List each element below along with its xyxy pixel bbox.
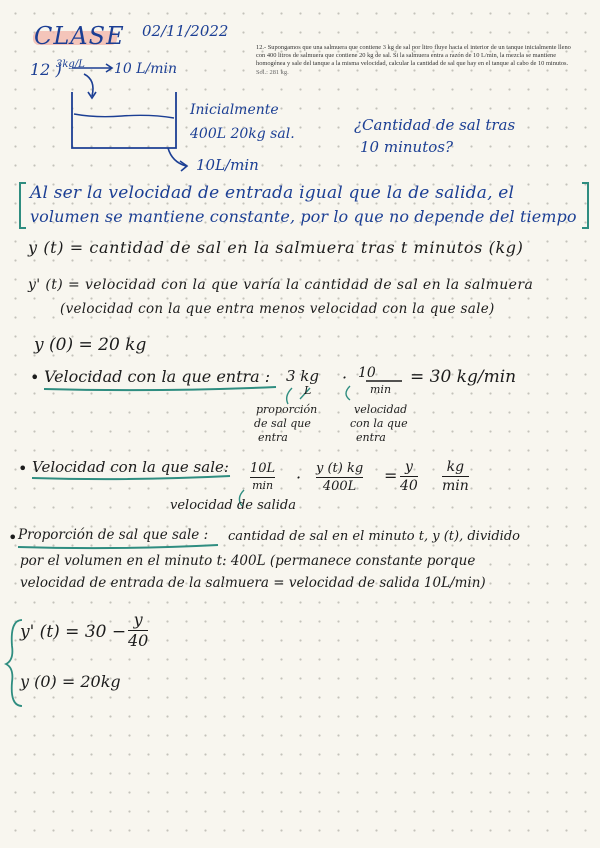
def-yprime-1: y' (t) = velocidad con la que varía la cantidad de sal en la salmuera — [28, 277, 534, 293]
def-y0: y (0) = 20 kg — [34, 335, 147, 355]
question-line1: ¿Cantidad de sal tras — [354, 116, 516, 134]
exit-forty: 40 — [400, 478, 418, 494]
entry-annot2-b: con la que — [350, 417, 408, 430]
page-date: 02/11/2022 — [142, 22, 229, 40]
exit-dot: · — [296, 468, 302, 487]
exit-vol: 400L — [322, 479, 357, 494]
exit-kg: kg — [446, 459, 465, 475]
diagram-outflow-rate: 10L/min — [196, 156, 259, 174]
entry-heading: Velocidad con la que entra : — [44, 367, 271, 386]
entry-dot: · — [342, 368, 348, 387]
note-bracket-right — [582, 183, 588, 228]
exit-annot: velocidad de salida — [170, 498, 296, 513]
system-eq1-den: 40 — [128, 631, 149, 650]
entry-result: = 30 kg/min — [410, 367, 517, 387]
entry-annot1-a: proporción — [256, 403, 318, 416]
diagram-initial-label: Inicialmente — [190, 102, 279, 118]
entry-annot1-b: de sal que — [254, 417, 311, 430]
exit-frac3 — [400, 460, 418, 493]
system-eq1-frac — [128, 612, 148, 649]
diagram-concentration: 3kg/L — [56, 59, 85, 70]
proportion-heading: Proporción de sal que sale : — [18, 527, 209, 543]
entry-annot2-a: velocidad — [354, 403, 408, 416]
exit-bullet: • — [18, 459, 28, 478]
proportion-line1-rest: cantidad de sal en el minuto t, y (t), dividido — [228, 529, 520, 544]
entry-ten: 10 — [358, 365, 376, 381]
entry-bullet: • — [30, 368, 40, 387]
page-title: CLASE — [34, 22, 125, 50]
exit-frac2 — [316, 462, 363, 493]
proportion-line2: por el volumen en el minuto t: 400L (permanece constante porque — [20, 553, 476, 569]
tank — [72, 92, 176, 148]
problem-number: 12.- — [256, 44, 267, 51]
diagram-inflow-rate: 10 L/min — [114, 61, 178, 77]
exit-min2: min — [442, 478, 469, 494]
problem-text: Supongamos que una salmuera que contiene 3 kg de sal por litro fluye hacia el interior de un tanque inicialmente lleno con 400 litros de salmuera que contiene 20 kg de sal. Si la salmuera entra a razón de 10 L/min, la mezcla se mantiene homogénea y sale del tanque a la misma velocidad, calcular la cantidad de sal que hay en el tanque al cabo de 10 minutos. — [256, 44, 571, 68]
note-line2: volumen se mantiene constante, por lo que no depende del tiempo — [30, 207, 577, 226]
problem-solution: Sol.: 281 kg. — [256, 68, 289, 76]
question-line2: 10 minutos? — [360, 138, 453, 156]
entry-annot2-c: entra — [356, 431, 386, 444]
def-y: y (t) = cantidad de sal en la salmuera tras t minutos (kg) — [28, 238, 524, 257]
exit-frac4 — [442, 460, 469, 493]
system-eq2: y (0) = 20kg — [20, 672, 121, 691]
tank-fill-level — [74, 114, 174, 118]
proportion-bullet: • — [8, 528, 18, 547]
entry-min: min — [370, 383, 392, 396]
exit-eq: = — [384, 466, 398, 485]
note-bracket-left — [20, 183, 26, 228]
system-eq1-num: y — [133, 610, 143, 629]
exit-frac1 — [250, 462, 275, 491]
proportion-underline — [18, 545, 218, 548]
proportion-line3: velocidad de entrada de la salmuera = velocidad de salida 10L/min) — [20, 575, 486, 591]
entry-underline — [44, 387, 276, 390]
exit-heading: Velocidad con la que sale: — [32, 458, 229, 476]
entry-l: L — [304, 384, 312, 397]
exit-min: min — [252, 479, 274, 492]
diagram-inflow-label: 12 ) — [30, 60, 62, 79]
note-line1: Al ser la velocidad de entrada igual que la de salida, el — [30, 183, 515, 203]
def-yprime-2: (velocidad con la que entra menos velocidad con la que sale) — [60, 301, 495, 317]
exit-y: y — [404, 459, 413, 475]
exit-yt-kg: y (t) kg — [316, 461, 364, 476]
entry-annot1-c: entra — [258, 431, 288, 444]
system-eq1-lhs: y' (t) = 30 − — [20, 622, 127, 642]
diagram-initial-values: 400L 20kg sal. — [190, 126, 295, 142]
entry-kg: 3 kg — [286, 367, 320, 385]
exit-underline — [32, 476, 230, 479]
exit-ten-l: 10L — [250, 461, 276, 476]
